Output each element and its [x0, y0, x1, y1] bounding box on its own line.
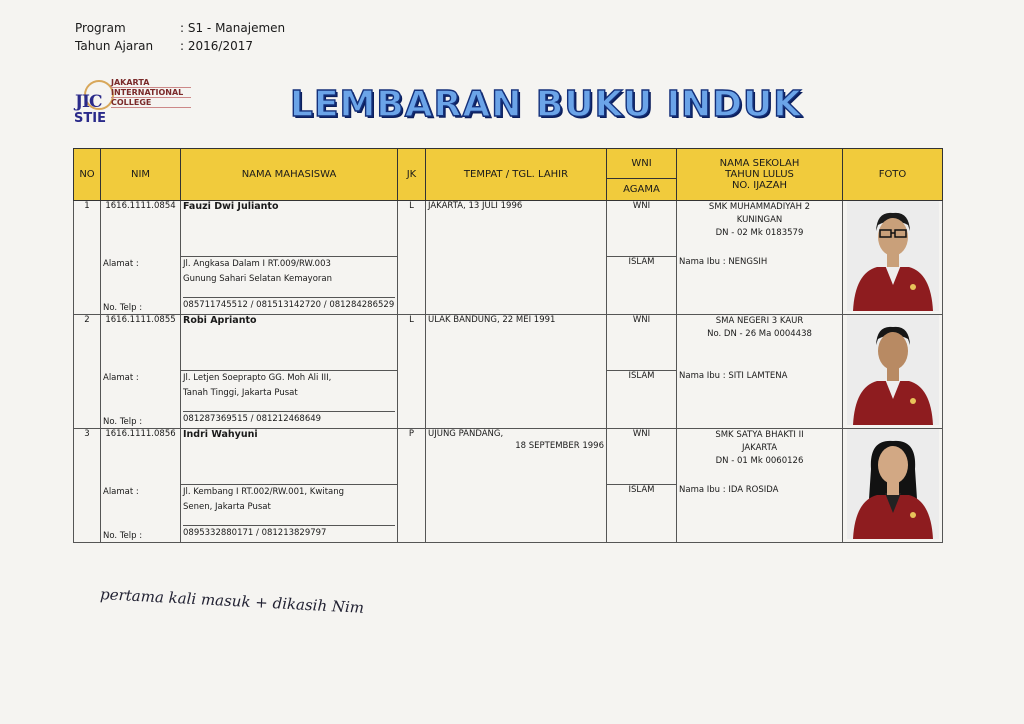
- cell-ibu: Nama Ibu : IDA ROSIDA: [677, 485, 843, 543]
- cell-sekolah: SMA NEGERI 3 KAUR No. DN - 26 Ma 0004438: [677, 315, 843, 371]
- cell-nim: 1616.1111.0856: [101, 429, 181, 485]
- program-value: : S1 - Manajemen: [180, 21, 286, 35]
- cell-jk: P: [398, 429, 426, 543]
- student-photo: [847, 429, 939, 539]
- header-sekolah: NAMA SEKOLAH TAHUN LULUS NO. IJAZAH: [677, 149, 843, 201]
- cell-nim: 1616.1111.0855: [101, 315, 181, 371]
- cell-alamat: Jl. Letjen Soeprapto GG. Moh Ali III, Tanah Tinggi, Jakarta Pusat 081287369515 / 081212468649: [181, 371, 398, 429]
- cell-labels: Alamat : No. Telp :: [101, 371, 181, 429]
- cell-tempat: ULAK BANDUNG, 22 MEI 1991: [426, 315, 607, 429]
- cell-agama: ISLAM: [607, 485, 677, 543]
- cell-nama: Indri Wahyuni: [181, 429, 398, 485]
- cell-nim: 1616.1111.0854: [101, 201, 181, 257]
- cell-tempat: UJUNG PANDANG, 18 SEPTEMBER 1996: [426, 429, 607, 543]
- cell-no: 1: [74, 201, 101, 315]
- table-row: [74, 315, 943, 371]
- handwritten-note: pertama kali masuk + dikasih Nim: [99, 585, 365, 617]
- cell-foto: [843, 429, 943, 543]
- year-label: Tahun Ajaran: [75, 39, 154, 53]
- cell-labels: Alamat : No. Telp :: [101, 257, 181, 315]
- cell-labels: Alamat : No. Telp :: [101, 485, 181, 543]
- program-label: Program: [75, 21, 126, 35]
- header-tempat: TEMPAT / TGL. LAHIR: [426, 149, 607, 201]
- student-photo: [847, 201, 939, 311]
- header-no: NO: [74, 149, 101, 201]
- cell-nama: Robi Aprianto: [181, 315, 398, 371]
- logo-stie: STIE: [74, 111, 106, 126]
- cell-no: 3: [74, 429, 101, 543]
- logo-name: JAKARTA INTERNATIONAL COLLEGE: [111, 78, 184, 107]
- cell-foto: [843, 201, 943, 315]
- cell-sekolah: SMK SATYA BHAKTI II JAKARTA DN - 01 Mk 0060126: [677, 429, 843, 485]
- cell-agama: ISLAM: [607, 257, 677, 315]
- header-nama: NAMA MAHASISWA: [181, 149, 398, 201]
- document-meta: [75, 19, 285, 55]
- cell-wni: WNI: [607, 201, 677, 257]
- cell-ibu: Nama Ibu : SITI LAMTENA: [677, 371, 843, 429]
- college-logo: [64, 76, 192, 128]
- cell-jk: L: [398, 315, 426, 429]
- cell-alamat: Jl. Kembang I RT.002/RW.001, Kwitang Senen, Jakarta Pusat 0895332880171 / 081213829797: [181, 485, 398, 543]
- logo-jic: JIC: [75, 92, 102, 112]
- cell-no: 2: [74, 315, 101, 429]
- cell-jk: L: [398, 201, 426, 315]
- cell-tempat: JAKARTA, 13 JULI 1996: [426, 201, 607, 315]
- header-nim: NIM: [101, 149, 181, 201]
- cell-wni: WNI: [607, 315, 677, 371]
- header-jk: JK: [398, 149, 426, 201]
- year-value: : 2016/2017: [180, 39, 253, 53]
- cell-sekolah: SMK MUHAMMADIYAH 2 KUNINGAN DN - 02 Mk 0183579: [677, 201, 843, 257]
- cell-nama: Fauzi Dwi Julianto: [181, 201, 398, 257]
- page-title: LEMBARAN BUKU INDUK: [290, 84, 803, 125]
- cell-ibu: Nama Ibu : NENGSIH: [677, 257, 843, 315]
- header-agama: AGAMA: [607, 179, 677, 201]
- header-foto: FOTO: [843, 149, 943, 201]
- cell-foto: [843, 315, 943, 429]
- cell-wni: WNI: [607, 429, 677, 485]
- student-table: [73, 148, 943, 543]
- student-photo: [847, 315, 939, 425]
- table-row: [74, 201, 943, 257]
- cell-alamat: Jl. Angkasa Dalam I RT.009/RW.003 Gunung Sahari Selatan Kemayoran 085711745512 / 081513142720 / 081284286529: [181, 257, 398, 315]
- table-row: [74, 429, 943, 485]
- cell-agama: ISLAM: [607, 371, 677, 429]
- header-wni: WNI: [607, 149, 677, 179]
